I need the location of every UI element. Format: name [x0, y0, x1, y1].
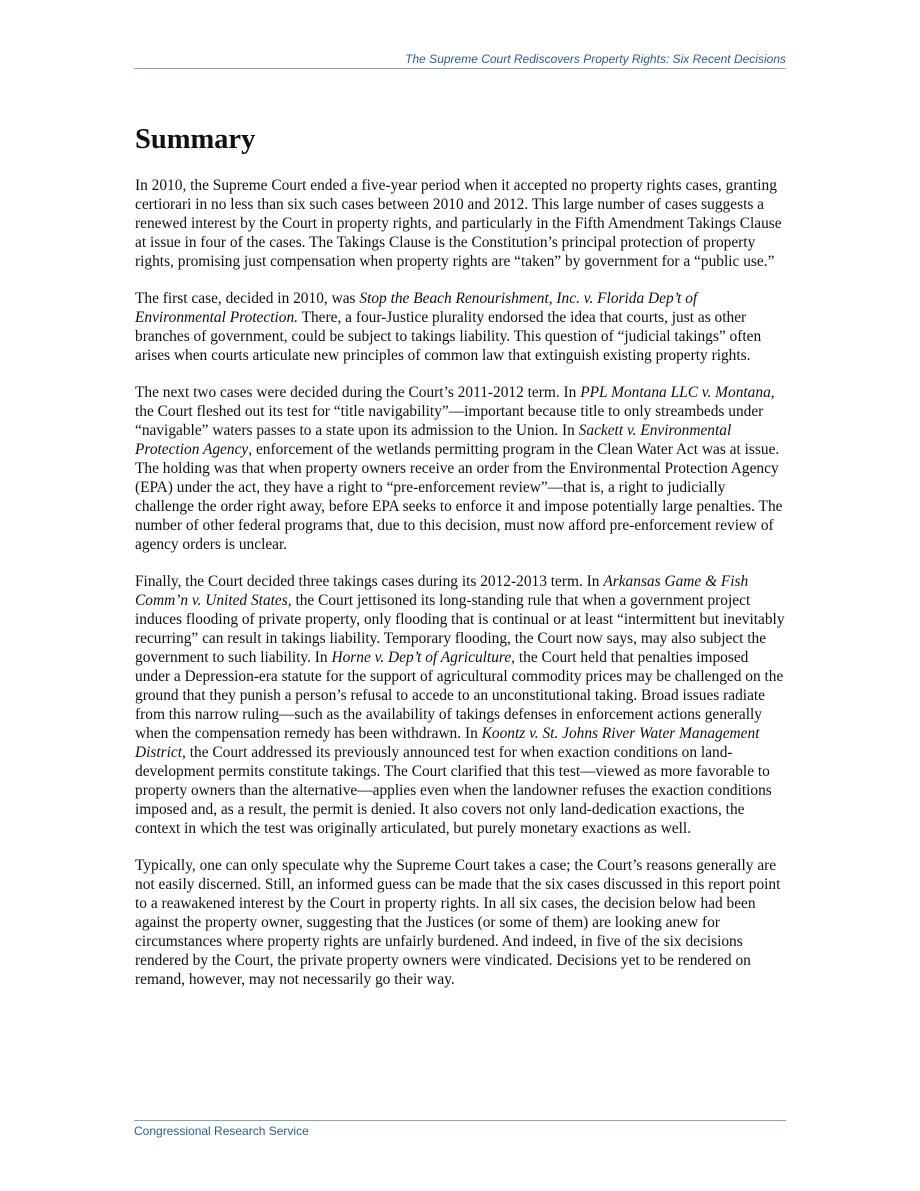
case-name: Koontz v. St. Johns River Water Management District	[135, 725, 760, 761]
text-run: , the Court fleshed out its test for “title navigability”—important because title to only streambeds under “navigable” waters passes to a state upon its admission to the Union. In	[135, 384, 775, 439]
summary-paragraph	[135, 572, 787, 838]
text-run: , the Court jettisoned its long-standing rule that when a government project induces flooding of private property, only flooding that is continual or at least “intermittent but inevitably recurring” can result in takings liability. Temporary flooding, the Court now says, may also subject the government to such liability. In	[135, 592, 785, 666]
page-title: Summary	[135, 124, 256, 155]
case-name: Horne v. Dep’t of Agriculture	[331, 649, 512, 666]
running-header: The Supreme Court Rediscovers Property Rights: Six Recent Decisions	[134, 52, 786, 69]
text-run: The first case, decided in 2010, was	[135, 290, 360, 307]
text-run: Typically, one can only speculate why the Supreme Court takes a case; the Court’s reasons generally are not easily discerned. Still, an informed guess can be made that the six cases discussed in this report point to a reawakened interest by the Court in property rights. In all six cases, the decision below had been against the property owner, suggesting that the Justices (or some of them) are looking anew for circumstances where property rights are unfairly burdened. And indeed, in five of the six decisions rendered by the Court, the private property owners were vindicated. Decisions yet to be rendered on remand, however, may not necessarily go their way.	[135, 857, 781, 988]
footer-org: Congressional Research Service	[134, 1124, 309, 1138]
case-name: PPL Montana LLC v. Montana	[580, 384, 771, 401]
page-footer	[134, 1120, 786, 1138]
summary-paragraph	[135, 383, 787, 554]
text-run: There, a four-Justice plurality endorsed the idea that courts, just as other branches of government, could be subject to takings liability. This question of “judicial takings” often arises when courts articulate new principles of common law that extinguish existing property rights.	[135, 309, 762, 364]
summary-paragraph	[135, 289, 787, 365]
text-run: In 2010, the Supreme Court ended a five-year period when it accepted no property rights cases, granting certiorari in no less than six such cases between 2010 and 2012. This large number of cases suggests a renewed interest by the Court in property rights, and particularly in the Fifth Amendment Takings Clause at issue in four of the cases. The Takings Clause is the Constitution’s principal protection of property rights, promising just compensation when property rights are “taken” by government for a “public use.”	[135, 177, 782, 270]
case-name: Sackett v. Environmental Protection Agency	[135, 422, 732, 458]
text-run: , enforcement of the wetlands permitting program in the Clean Water Act was at issue. The holding was that when property owners receive an order from the Environmental Protection Agency (EPA) under the act, they have a right to “pre-enforcement review”—that is, a right to judicially challenge the order right away, before EPA seeks to enforce it and impose potentially large penalties. The number of other federal programs that, due to this decision, must now afford pre-enforcement review of agency orders is unclear.	[135, 441, 783, 553]
text-run: Finally, the Court decided three takings cases during its 2012-2013 term. In	[135, 573, 604, 590]
summary-paragraph	[135, 856, 787, 989]
text-run: , the Court addressed its previously announced test for when exaction conditions on land-development permits constitute takings. The Court clarified that this test—viewed as more favorable to property owners than the alternative—applies even when the landowner refuses the exaction conditions imposed and, as a result, the permit is denied. It also covers not only land-dedication exactions, the context in which the test was originally articulated, but purely monetary exactions as well.	[135, 744, 772, 837]
case-name: Stop the Beach Renourishment, Inc. v. Florida Dep’t of Environmental Protection.	[135, 290, 698, 326]
summary-body	[135, 176, 787, 1007]
text-run: The next two cases were decided during the Court’s 2011-2012 term. In	[135, 384, 581, 401]
summary-paragraph	[135, 176, 787, 271]
case-name: Arkansas Game & Fish Comm’n v. United States	[135, 573, 749, 609]
text-run: , the Court held that penalties imposed under a Depression-era statute for the support of agricultural commodity prices may be challenged on the ground that they punish a person’s refusal to accede to an unconstitutional taking. Broad issues radiate from this narrow ruling—such as the availability of takings defenses in enforcement actions generally when the compensation remedy has been withdrawn. In	[135, 649, 784, 742]
